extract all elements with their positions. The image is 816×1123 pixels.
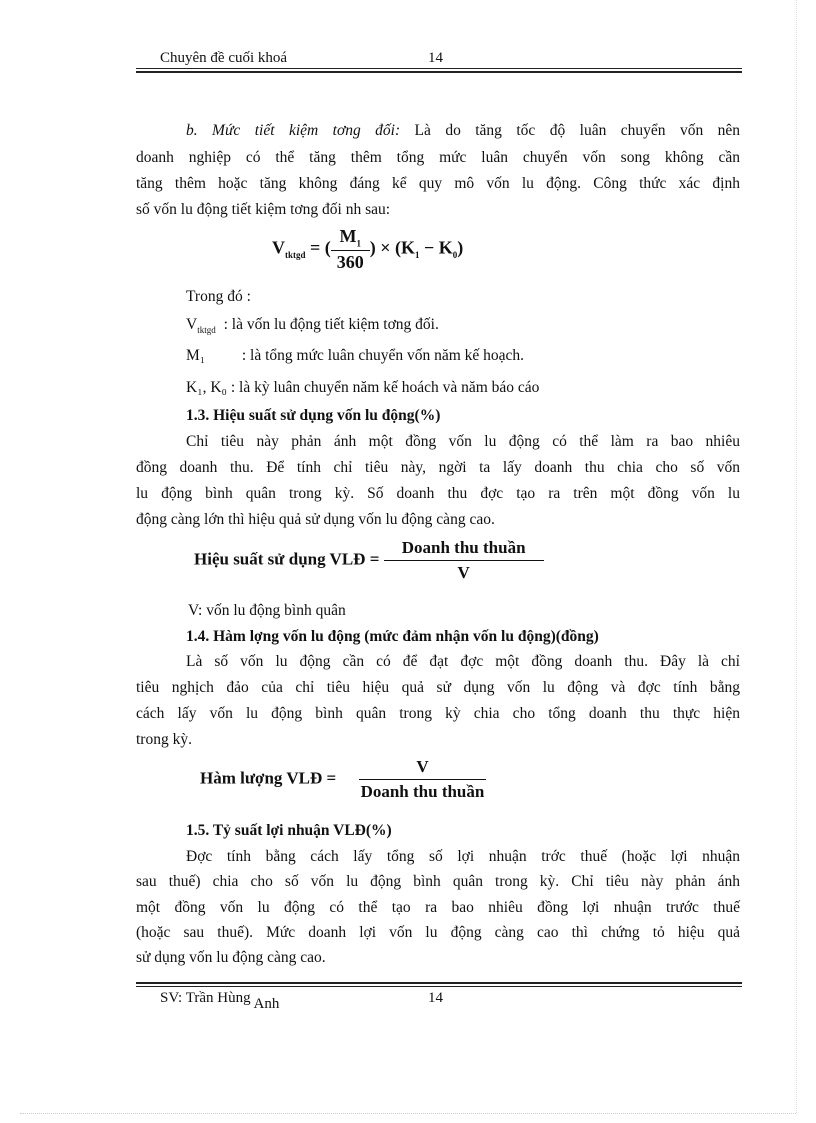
formula-savings-k1-sub: 1 [415,250,420,261]
para-b-line-1-text: Là do tăng tốc độ luân chuyển vốn nên [414,122,741,139]
header-title: Chuyên đề cuối khoá [160,50,288,66]
v-definition: V: vốn lu động bình quân [188,602,346,619]
section-1-5-line-5: sử dụng vốn lu động càng cao. [136,949,326,966]
section-1-4-line-2: tiêu nghịch đảo của chỉ tiêu hiệu quả sử dụng vốn lu động và đợc tính bằng [136,679,740,696]
formula-savings-mult: ) × (K [369,237,416,258]
footer-rule-bottom [136,986,742,987]
formula-savings-lhs-sub: tktgd [285,250,306,261]
section-1-5-line-2: sau thuế) chia cho số vốn lu động bình quân trong kỳ. Chỉ tiêu này phản ánh [136,873,740,890]
legend-v-sub: tktgd [197,325,216,336]
formula-savings-close: ) [457,237,464,258]
formula-content-ratio-denominator: Doanh thu thuần [359,779,487,802]
formula-content-ratio-numerator: V [416,757,429,776]
section-1-4-line-3: cách lấy vốn lu động bình quân trong kỳ chia cho tổng doanh thu thực hiện [136,705,740,722]
para-b-line-1 [136,121,740,141]
formula-savings-numerator: M [339,226,357,246]
formula-savings-numerator-sub: 1 [356,238,362,249]
section-1-4-line-1: Là số vốn lu động cần có để đạt đợc một đồng doanh thu. Đây là chỉ [186,653,740,670]
formula-savings-k0-sub: 0 [452,250,458,261]
legend-m-text: : là tổng mức luân chuyển vốn năm kế hoạch. [241,347,525,364]
section-1-3-heading: 1.3. Hiệu suất sử dụng vốn lu động(%) [186,407,441,424]
formula-efficiency-denominator: V [384,560,544,583]
header-page-number: 14 [428,50,443,66]
formula-efficiency-lhs: Hiệu suất sử dụng VLĐ = [194,549,380,569]
page-bottom-border [20,1113,796,1114]
para-b-line-3: tăng thêm hoặc tăng không đáng kể quy mô vốn lu động. Công thức xác định [136,175,740,192]
formula-content-ratio-fraction [340,757,504,802]
section-1-5-heading: 1.5. Tỷ suất lợi nhuận VLĐ(%) [186,822,392,839]
legend-intro: Trong đó : [186,288,251,305]
section-1-4-heading: 1.4. Hàm lợng vốn lu động (mức đảm nhận vốn lu động)(đồng) [186,628,599,645]
formula-content-ratio-lhs: Hàm lượng VLĐ = [200,768,337,788]
para-b-label: b. Mức tiết kiệm tơng đối: [186,122,401,139]
legend-k-row [186,378,539,398]
footer-author [160,990,280,1012]
formula-savings-minus: − K [419,237,453,258]
formula-savings-eq: = ( [310,237,331,258]
legend-k-symbol: K₁, K₀ [186,379,227,396]
legend-k-text: : là kỳ luân chuyển năm kế hoách và năm báo cáo [230,379,540,396]
formula-savings [272,226,463,273]
formula-efficiency-fraction [384,538,544,583]
formula-savings-lhs: V [272,237,285,258]
footer-page-number: 14 [428,990,443,1006]
section-1-3-line-1: Chỉ tiêu này phản ánh một đồng vốn lu động có thể làm ra bao nhiêu [186,433,740,450]
footer-rule-top [136,982,742,984]
section-1-5-line-4: (hoặc sau thuế). Mức doanh lợi vốn lu động càng cao thì chứng tỏ hiệu quả [136,924,740,941]
section-1-3-line-3: lu động bình quân trong kỳ. Số doanh thu đợc tạo ra trên một đồng vốn lu [136,485,740,502]
section-1-5-line-3: một đồng vốn lu động có thể tạo ra bao nhiêu đồng lợi nhuận trước thuế [136,899,740,916]
formula-efficiency-numerator: Doanh thu thuần [401,538,526,557]
header-rule-bottom [136,71,742,73]
page-right-border [796,0,797,1113]
para-b-line-4: số vốn lu động tiết kiệm tơng đối nh sau: [136,201,391,218]
formula-savings-denominator: 360 [331,250,370,273]
legend-v-text: : là vốn lu động tiết kiệm tơng đối. [223,316,439,333]
section-1-4-line-4: trong kỳ. [136,731,192,748]
section-1-5-line-1: Đợc tính bằng cách lấy tổng số lợi nhuận trớc thuế (hoặc lợi nhuận [186,848,740,865]
formula-savings-fraction [331,226,370,273]
header-rule-top [136,68,742,69]
section-1-3-line-4: động càng lớn thì hiệu quả sử dụng vốn lu động càng cao. [136,511,495,528]
legend-v-row [186,315,439,340]
legend-v-symbol: V [186,316,198,333]
legend-m-row [186,346,524,366]
para-b-line-2: doanh nghiệp có thể tăng thêm tổng mức luân chuyển vốn song không cần [136,149,740,166]
formula-content-ratio [200,757,504,802]
footer-author-name-tail: Anh [253,996,280,1012]
section-1-3-line-2: đồng doanh thu. Để tính chỉ tiêu này, ngời ta lấy doanh thu chia cho số vốn [136,459,740,476]
formula-efficiency [194,538,544,583]
legend-m-symbol: M₁ [186,347,206,364]
footer-author-text: SV: Trần Hùng [160,990,251,1006]
